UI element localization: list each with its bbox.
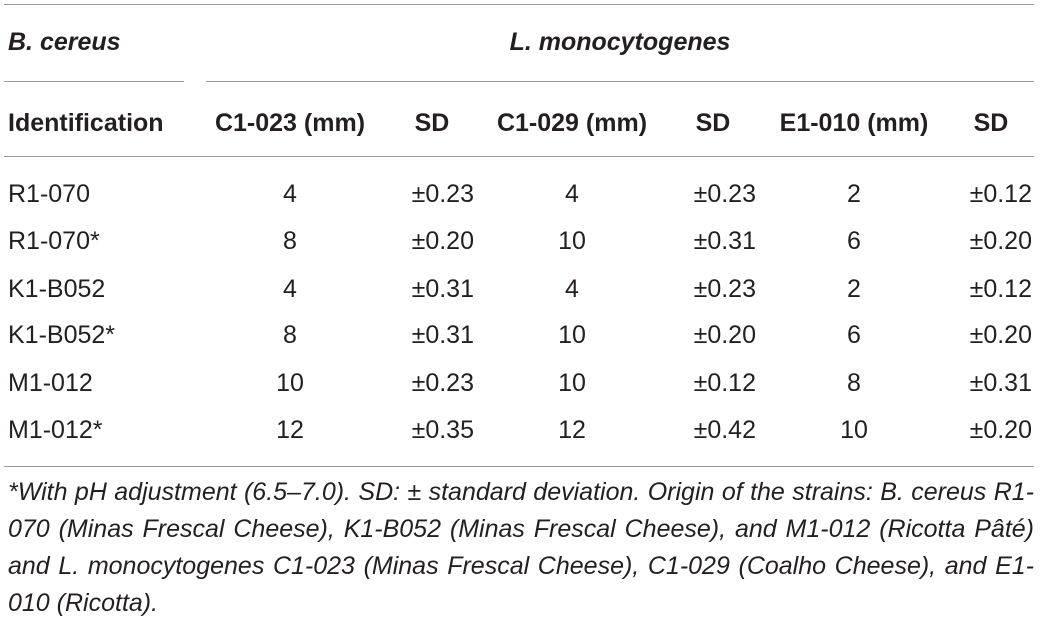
- row-sd-3: ±0.20: [969, 321, 1032, 349]
- row-sd-2: ±0.23: [693, 180, 756, 208]
- row-sd-2: ±0.31: [693, 227, 756, 255]
- row-c1-023: 8: [283, 227, 297, 255]
- row-c1-029: 10: [558, 321, 586, 349]
- row-identification: M1-012*: [8, 416, 103, 444]
- row-identification: R1-070: [8, 180, 90, 208]
- row-c1-029: 4: [565, 275, 579, 303]
- row-sd-2: ±0.42: [693, 416, 756, 444]
- row-c1-023: 4: [283, 180, 297, 208]
- row-sd-3: ±0.31: [969, 369, 1032, 397]
- header-c1-023: C1-023 (mm): [214, 109, 366, 137]
- row-e1-010: 2: [847, 275, 861, 303]
- header-identification: Identification: [8, 109, 164, 137]
- row-sd-1: ±0.23: [411, 369, 474, 397]
- row-sd-1: ±0.31: [411, 275, 474, 303]
- row-identification: M1-012: [8, 369, 93, 397]
- row-sd-3: ±0.12: [969, 180, 1032, 208]
- header-sd-3: SD: [973, 109, 1009, 137]
- header-sd-2: SD: [695, 109, 731, 137]
- row-c1-023: 10: [276, 369, 304, 397]
- bottom-rule: [4, 466, 1034, 467]
- row-sd-1: ±0.20: [411, 227, 474, 255]
- row-e1-010: 6: [847, 321, 861, 349]
- row-sd-1: ±0.31: [411, 321, 474, 349]
- group-rule-right: [206, 81, 1034, 82]
- group-rule-left: [4, 81, 184, 82]
- group-header-b-cereus: B. cereus: [8, 28, 121, 56]
- row-identification: R1-070*: [8, 227, 100, 255]
- row-c1-029: 10: [558, 227, 586, 255]
- row-c1-029: 10: [558, 369, 586, 397]
- row-identification: K1-B052: [8, 275, 106, 303]
- row-sd-2: ±0.20: [693, 321, 756, 349]
- row-sd-3: ±0.20: [969, 227, 1032, 255]
- header-rule: [4, 156, 1034, 157]
- row-sd-2: ±0.23: [693, 275, 756, 303]
- row-c1-023: 12: [276, 416, 304, 444]
- row-sd-1: ±0.35: [411, 416, 474, 444]
- row-c1-029: 12: [558, 416, 586, 444]
- row-c1-023: 4: [283, 275, 297, 303]
- row-sd-3: ±0.20: [969, 416, 1032, 444]
- row-sd-2: ±0.12: [693, 369, 756, 397]
- row-sd-3: ±0.12: [969, 275, 1032, 303]
- group-header-l-monocytogenes: L. monocytogenes: [509, 28, 731, 56]
- header-sd-1: SD: [414, 109, 450, 137]
- row-sd-1: ±0.23: [411, 180, 474, 208]
- header-e1-010: E1-010 (mm): [779, 109, 929, 137]
- row-e1-010: 6: [847, 227, 861, 255]
- table-footnote: *With pH adjustment (6.5–7.0). SD: ± standard deviation. Origin of the strains: B. cereus R1-070 (Minas Frescal Cheese), K1-B052 (Minas Frescal Cheese), and M1-012 (Ricotta Pâté) and L. monocytogenes C1-023 (Minas Frescal Cheese), C1-029 (Coalho Cheese), and E1-010 (Ricotta).: [8, 478, 1034, 617]
- row-c1-029: 4: [565, 180, 579, 208]
- header-c1-029: C1-029 (mm): [496, 109, 648, 137]
- row-c1-023: 8: [283, 321, 297, 349]
- row-identification: K1-B052*: [8, 321, 116, 349]
- row-e1-010: 10: [840, 416, 868, 444]
- row-e1-010: 2: [847, 180, 861, 208]
- row-e1-010: 8: [847, 369, 861, 397]
- top-rule: [4, 4, 1034, 5]
